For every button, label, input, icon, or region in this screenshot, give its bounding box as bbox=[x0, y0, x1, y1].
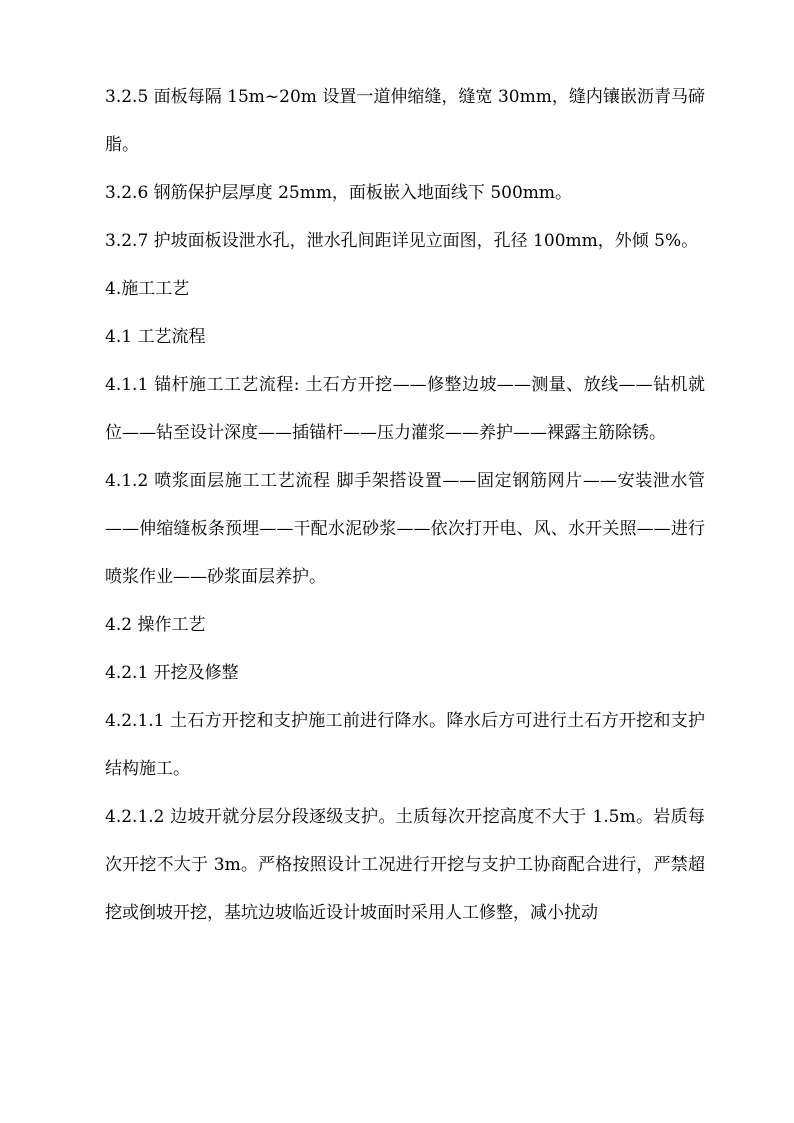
paragraph-4-1-1: 4.1.1 锚杆施工工艺流程: 土石方开挖——修整边坡——测量、放线——钻机就位——钻至设计深度——插锚杆——压力灌浆——养护——裸露主筋除锈。 bbox=[105, 375, 705, 443]
section-heading-4-1: 4.1 工艺流程 bbox=[105, 327, 206, 347]
section-heading-4-2: 4.2 操作工艺 bbox=[105, 615, 206, 635]
paragraph-3-2-7: 3.2.7 护坡面板设泄水孔，泄水孔间距详见立面图，孔径 100mm，外倾 5%。 bbox=[105, 231, 699, 251]
section-heading-4: 4.施工工艺 bbox=[105, 279, 190, 299]
paragraph-3-2-6: 3.2.6 钢筋保护层厚度 25mm，面板嵌入地面线下 500mm。 bbox=[105, 183, 573, 203]
paragraph-4-2-1-2: 4.2.1.2 边坡开就分层分段逐级支护。土质每次开挖高度不大于 1.5m。岩质每次开挖不大于 3m。严格按照设计工况进行开挖与支护工协商配合进行，严禁超挖或倒坡开挖，基坑边坡临近设计坡面时采用人工修整，减小扰动 bbox=[105, 807, 705, 923]
section-heading-4-2-1: 4.2.1 开挖及修整 bbox=[105, 663, 239, 683]
paragraph-3-2-5: 3.2.5 面板每隔 15m~20m 设置一道伸缩缝，缝宽 30mm，缝内镶嵌沥青马碲脂。 bbox=[105, 87, 705, 155]
document-body bbox=[105, 73, 705, 937]
paragraph-4-1-2: 4.1.2 喷浆面层施工工艺流程 脚手架搭设置——固定钢筋网片——安装泄水管——伸缩缝板条预埋——干配水泥砂浆——依次打开电、风、水开关照——进行喷浆作业——砂浆面层养护。 bbox=[105, 471, 705, 587]
paragraph-4-2-1-1: 4.2.1.1 土石方开挖和支护施工前进行降水。降水后方可进行土石方开挖和支护结构施工。 bbox=[105, 711, 705, 779]
